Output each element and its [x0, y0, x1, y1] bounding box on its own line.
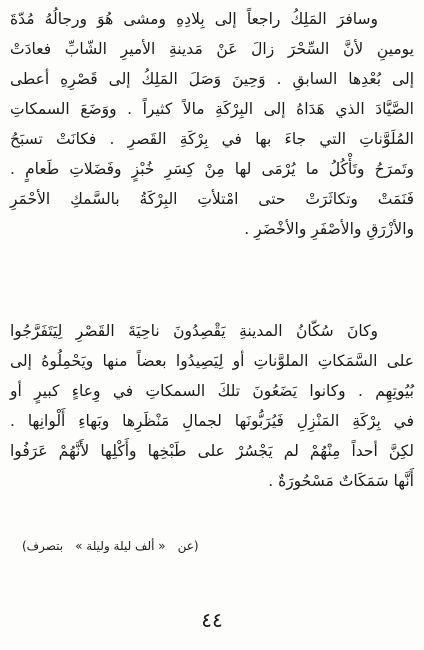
text-line: والأزْرَقِ والأصْفَرِ والأخْضَرِ . [244, 220, 414, 238]
source-prefix: (عن [177, 539, 199, 553]
source-suffix: بتصرف) [22, 539, 64, 553]
text-line: الصَّيَّادَ الذي هَدَاهُ إلى البِرْكَةِ مالاً كثيراً . ووَضَعَ السمكاتِ [10, 100, 414, 118]
text-line: وسافرَ المَلِكُ راجعاً إلى بِلادِهِ ومشى هُوَ ورجالُهُ مُدّةَ [10, 10, 378, 28]
text-line: وكانَ سُكّانُ المدينةِ يَقْصِدُونَ ناحِيَةَ القَصْرِ لِيَتَفَرَّجُوا [10, 322, 378, 340]
text-line: المُلَوَّناتِ التي جاءَ بها في بِرْكَةِ القَصرِ . فكانَتْ تسبَحُ [10, 130, 414, 148]
paragraph-1 [10, 4, 414, 244]
paragraph-2 [10, 316, 414, 496]
source-title: « ألف ليلة وليلة » [75, 539, 166, 553]
text-line: على السَّمَكاتِ الملوَّناتِ أو لِيَصِيدُوا بعضاً منها ويَحْمِلُوهُ إلى [10, 352, 414, 370]
text-line: أَنَّها سَمَكَاتٌ مَسْحُورَةٌ . [268, 472, 414, 490]
text-line: بُيُوتِهِم . وكانوا يَضَعُونَ تلكَ السمكاتِ في وِعاءٍ كبيرٍ أو [10, 382, 414, 400]
text-line: لكِنَّ أحداً مِنْهُمْ لم يَجْسُرْ على طَبْخِها وأَكْلِها لأَنَّهُمْ عَرَفُوا [10, 442, 414, 460]
text-line: إلى بُعْدِها السابقِ . وَحِينَ وَصَلَ المَلِكُ إلى قَصْرِهِ أعطى [10, 70, 414, 88]
text-line: في بِرْكَةِ المَنْزِلِ فَيُرَبُّونَها لجمالِ مَنْظَرِها وبَهاءِ أَلْوانِها . [10, 412, 414, 430]
text-line: يومينِ لأنَّ السِّحْرَ زالَ عَنْ مَدينةِ الأميرِ الشّابِّ فعادَتْ [10, 40, 414, 58]
source-citation [10, 536, 414, 556]
text-line: وتَمرَحُ وتَأْكُلُ ما يُرْمَى لها مِنْ كِسَرِ خُبْزٍ وفَضَلاتِ طَعامٍ . [10, 160, 414, 178]
text-line: فَنَمَتْ وتكاثَرَتْ حتى امْتلأتِ البِرْكَةُ بالسَّمكِ الأحْمَرِ [10, 190, 414, 208]
page-number: ٤٤ [201, 608, 223, 632]
